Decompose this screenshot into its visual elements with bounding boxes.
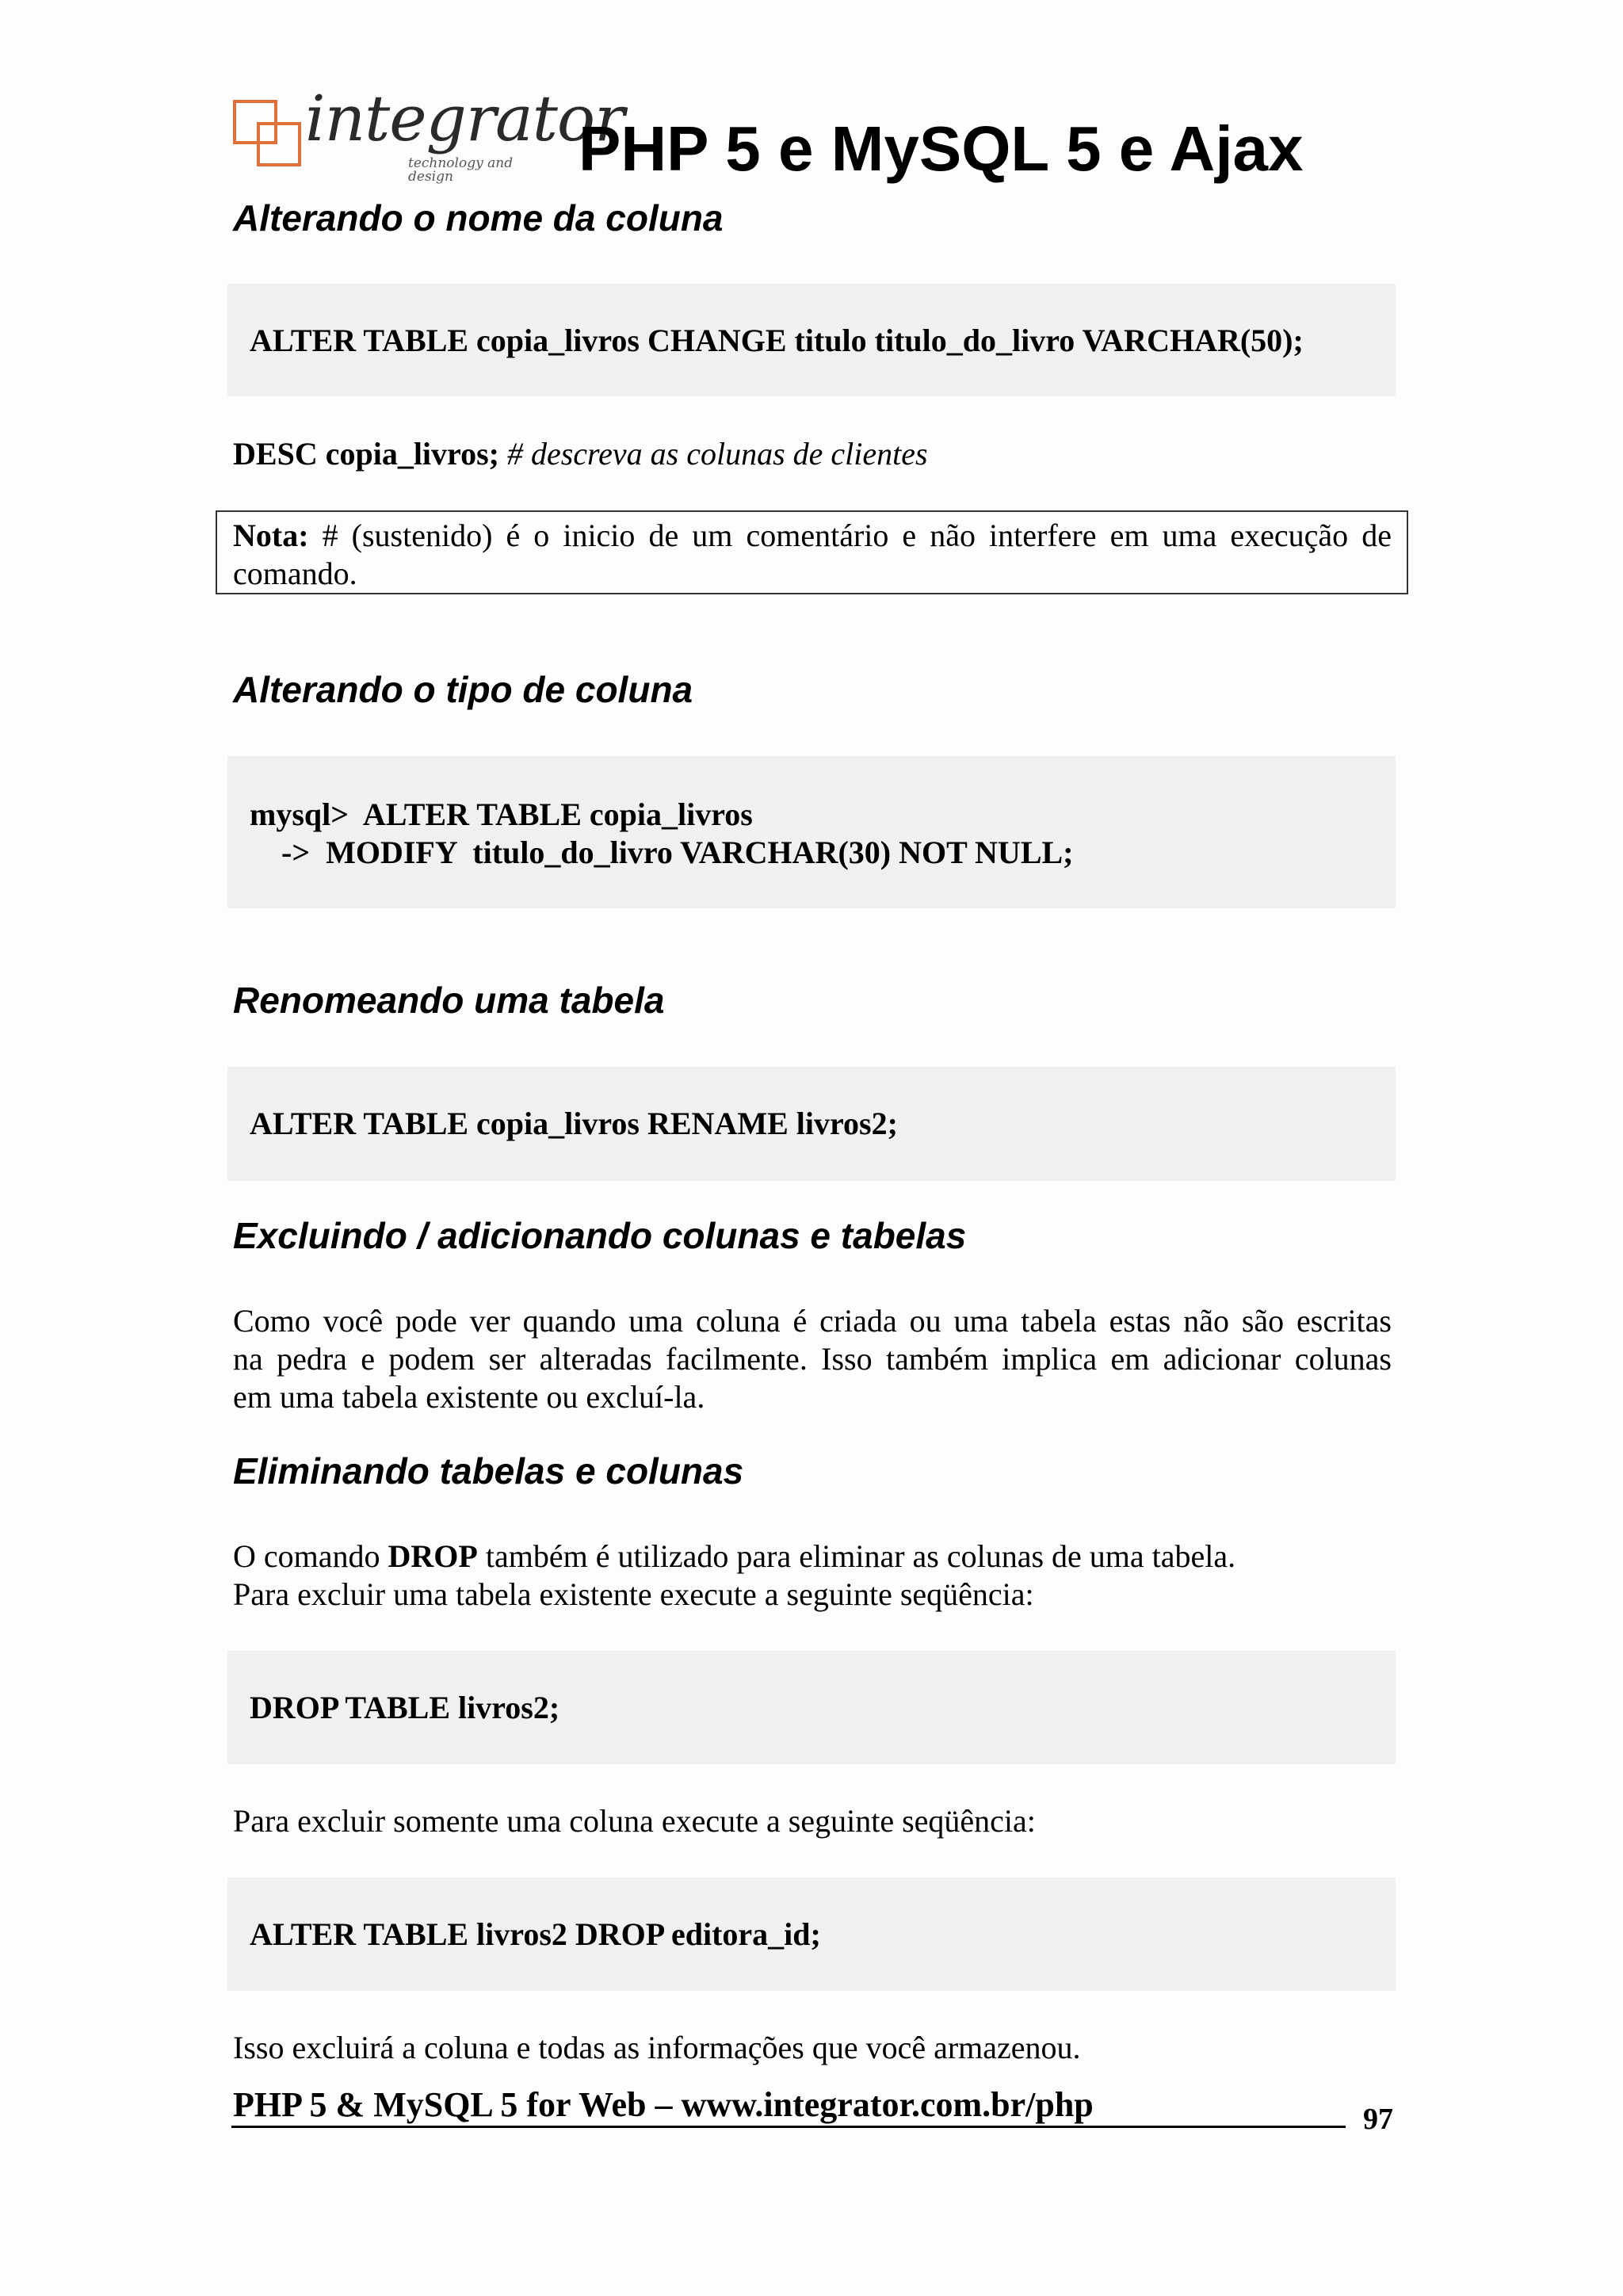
para-excluir-tabela-line: Para excluir uma tabela existente execute a seguinte seqüência:	[233, 1576, 1034, 1612]
para-drop-line	[233, 1538, 1392, 1576]
footer-rule	[231, 2126, 1346, 2128]
paragraph-eliminando	[233, 1538, 1392, 1614]
page-number: 97	[1363, 2103, 1393, 2136]
heading-renomeando-tabela: Renomeando uma tabela	[233, 980, 665, 1021]
note-text	[233, 517, 1392, 593]
code-line-1: mysql> ALTER TABLE copia_livros	[250, 797, 753, 832]
desc-command: DESC copia_livros;	[233, 436, 499, 472]
note-label: Nota:	[233, 518, 309, 553]
code-line: ALTER TABLE copia_livros CHANGE titulo titulo_do_livro VARCHAR(50);	[250, 323, 1304, 358]
para-text: O comando	[233, 1538, 388, 1574]
code-block-rename-table	[227, 1067, 1396, 1181]
heading-alterando-nome-coluna: Alterando o nome da coluna	[233, 197, 724, 239]
heading-excluindo-adicionando: Excluindo / adicionando colunas e tabelas	[233, 1215, 967, 1256]
note-line-2: comando.	[233, 556, 357, 591]
note-text-1: # (sustenido) é o inicio de um comentário e não interfere em uma execução de	[308, 518, 1392, 553]
code-line: DROP TABLE livros2;	[250, 1690, 560, 1725]
logo-tagline: technology and design	[408, 155, 514, 185]
desc-comment: # descreva as colunas de clientes	[498, 436, 928, 472]
para-text: também é utilizado para eliminar as colunas de uma tabela.	[477, 1538, 1236, 1574]
integrator-logo	[232, 82, 624, 185]
code-line-2: -> MODIFY titulo_do_livro VARCHAR(30) NOT NULL;	[250, 835, 1074, 870]
code-block-change-column	[227, 284, 1396, 396]
code-block-drop-column	[227, 1878, 1396, 1991]
para-line-1: Como você pode ver quando uma coluna é criada ou uma tabela estas não são escritas	[233, 1303, 1392, 1339]
footer-text: PHP 5 & MySQL 5 for Web – www.integrator.com.br/php	[233, 2085, 1094, 2124]
heading-eliminando-tabelas: Eliminando tabelas e colunas	[233, 1450, 744, 1492]
paragraph-conclusao: Isso excluirá a coluna e todas as informações que você armazenou.	[233, 2030, 1081, 2065]
drop-keyword: DROP	[388, 1538, 478, 1574]
code-line: ALTER TABLE copia_livros RENAME livros2;	[250, 1106, 898, 1141]
logo-wordmark: integrator	[305, 82, 624, 155]
paragraph-excluir-coluna: Para excluir somente uma coluna execute a seguinte seqüência:	[233, 1803, 1036, 1839]
page-header-title: PHP 5 e MySQL 5 e Ajax	[579, 113, 1304, 184]
para-line-3: em uma tabela existente ou excluí-la.	[233, 1379, 705, 1415]
logo-squares-icon	[232, 95, 304, 166]
code-line: ALTER TABLE livros2 DROP editora_id;	[250, 1916, 821, 1952]
para-line-2: na pedra e podem ser alteradas facilmente. Isso também implica em adicionar colunas	[233, 1341, 1392, 1377]
note-line-1	[233, 517, 1392, 555]
code-block-drop-table	[227, 1651, 1396, 1764]
code-block-modify-column	[227, 756, 1396, 908]
heading-alterando-tipo-coluna: Alterando o tipo de coluna	[233, 669, 693, 710]
desc-line	[233, 435, 1392, 473]
paragraph-excluindo	[233, 1302, 1392, 1416]
